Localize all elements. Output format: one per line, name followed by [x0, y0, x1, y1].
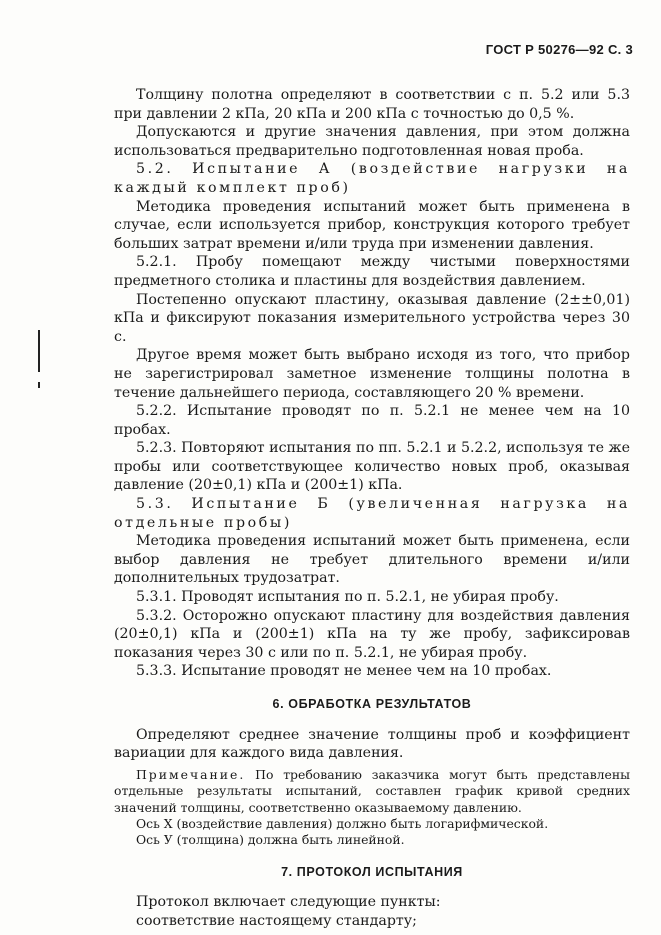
- standard-header: ГОСТ Р 50276—92 С. 3: [485, 42, 633, 57]
- note-text: По требованию заказчика могут быть представлены отдельные результаты испытаний, составлен график кривой средних значений толщины, соответственно оказываемому давлению.: [114, 766, 630, 815]
- paragraph-5-2-3: 5.2.3. Повторяют испытания по пп. 5.2.1 и 5.2.2, используя те же пробы или соответствующее количество новых проб, оказывая давление (20±0,1) кПа и (200±1) кПа.: [114, 440, 630, 494]
- note-axis-x: Ось X (воздействие давления) должно быть логарифмической.: [136, 816, 549, 831]
- paragraph-5-2-1: 5.2.1. Пробу помещают между чистыми поверхностями предметного столика и пластины для воздействия давлением.: [114, 254, 630, 289]
- paragraph-5-2-2: 5.2.2. Испытание проводят по п. 5.2.1 не менее чем на 10 пробах.: [114, 403, 630, 438]
- section-6-heading: 6. ОБРАБОТКА РЕЗУЛЬТАТОВ: [272, 697, 472, 711]
- paragraph-method-b: Методика проведения испытаний может быть применена, если выбор давления не требует длительного времени и/или дополнительных трудозатрат.: [114, 533, 630, 587]
- section-7-heading: 7. ПРОТОКОЛ ИСПЫТАНИЯ: [281, 864, 463, 879]
- paragraph-lowering-plate: Постепенно опускают пластину, оказывая давление (2±±0,01) кПа и фиксируют показания измерительного устройства через 30 с.: [114, 291, 630, 345]
- subsection-5-2-title: 5.2. Испытание А (воздействие нагрузки на каждый комплект проб): [114, 161, 630, 196]
- margin-mark: [38, 330, 40, 372]
- document-body: [114, 86, 630, 931]
- paragraph-protocol: Протокол включает следующие пункты:: [136, 894, 441, 911]
- paragraph-other-pressure: Допускаются и другие значения давления, при этом должна использоваться предварительно подготовленная новая проба.: [114, 124, 630, 159]
- subsection-5-3-title: 5.3. Испытание Б (увеличенная нагрузка на отдельные пробы): [114, 496, 630, 531]
- protocol-item-1: соответствие настоящему стандарту;: [136, 913, 417, 929]
- paragraph-results: Определяют среднее значение толщины проб и коэффициент вариации для каждого вида давления.: [114, 726, 630, 762]
- paragraph-5-3-2: 5.3.2. Осторожно опускают пластину для воздействия давления (20±0,1) кПа и (200±1) кПа на ту же пробу, зафиксировав показания через 30 с или по п. 5.2.1, не убирая пробу.: [114, 607, 630, 661]
- note-label: Примечание.: [136, 766, 246, 782]
- paragraph-5-3-1: 5.3.1. Проводят испытания по п. 5.2.1, не убирая пробу.: [136, 589, 559, 606]
- paragraph-method-a: Методика проведения испытаний может быть применена в случае, если используется прибор, конструкция которого требует больших затрат времени и/или труда при изменении давления.: [114, 198, 630, 252]
- note-block: [114, 767, 630, 849]
- note-axis-y: Ось У (толщина) должна быть линейной.: [136, 832, 405, 848]
- paragraph-other-time: Другое время может быть выбрано исходя из того, что прибор не зарегистрировал заметное изменение толщины полотна в течение дальнейшего периода, составляющего 20 % времени.: [114, 347, 630, 401]
- paragraph-5-3-3: 5.3.3. Испытание проводят не менее чем на 10 пробах.: [136, 663, 552, 680]
- paragraph-thickness: Толщину полотна определяют в соответствии с п. 5.2 или 5.3 при давлении 2 кПа, 20 кПа и 200 кПа с точностью до 0,5 %.: [114, 87, 630, 122]
